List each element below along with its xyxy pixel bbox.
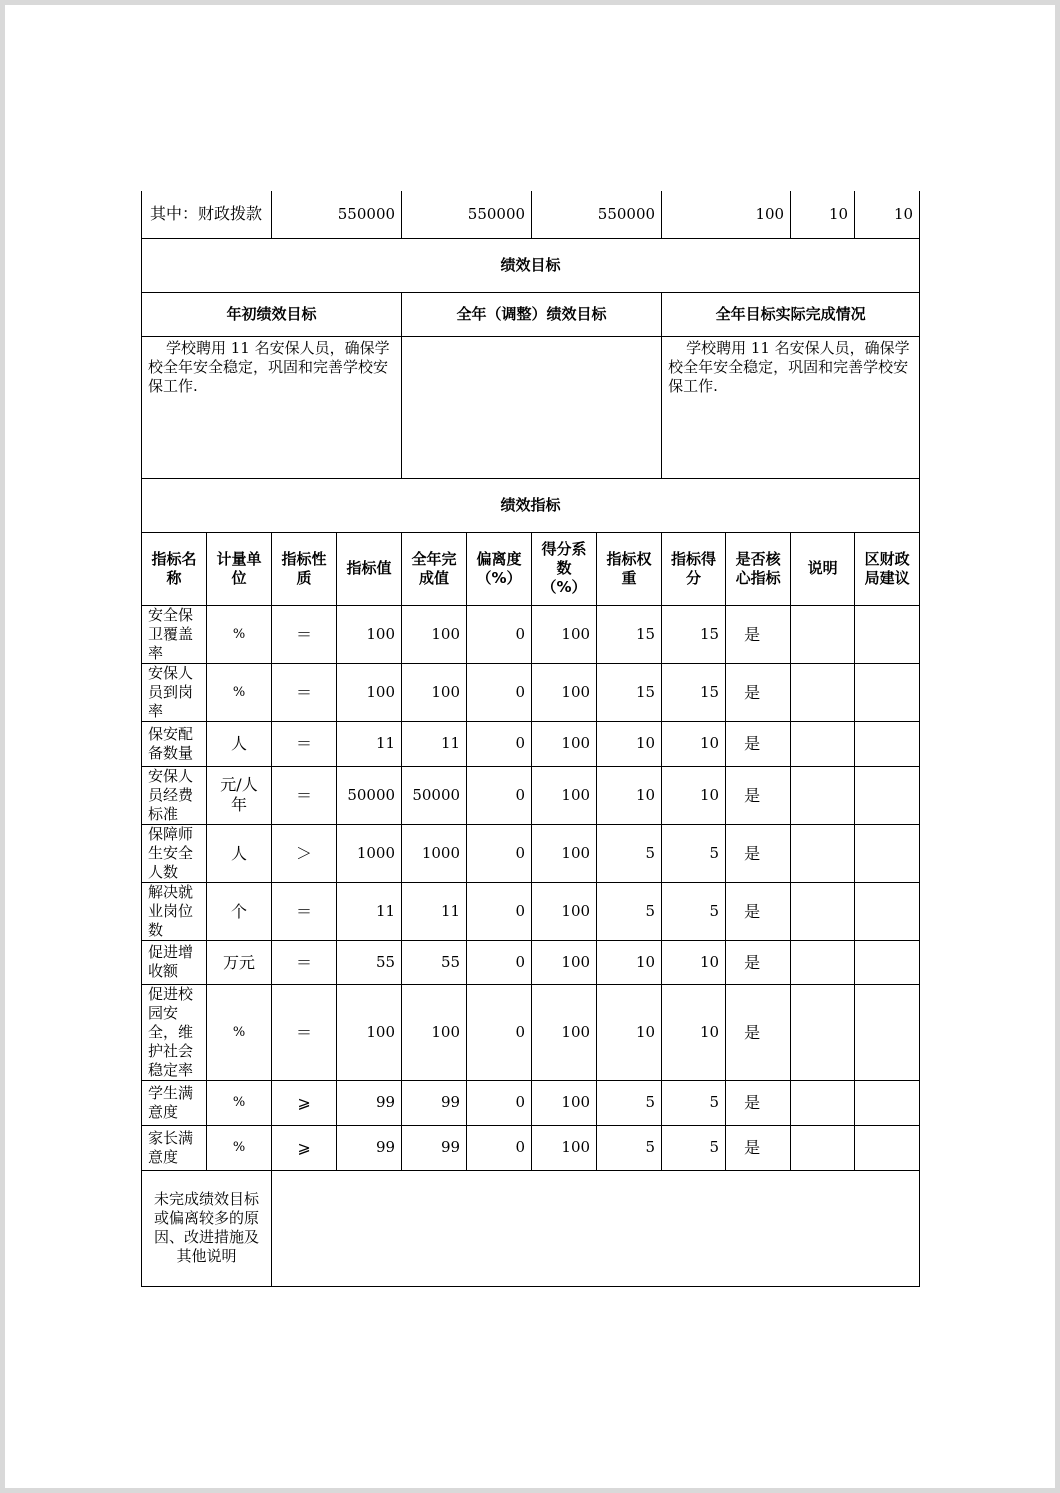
indicator-coef: 100 xyxy=(532,984,597,1080)
initial-goal-text: 学校聘用 11 名安保人员，确保学校全年安全稳定，巩固和完善学校安保工作. xyxy=(142,336,402,478)
indicator-score: 5 xyxy=(662,1080,726,1125)
indicator-unit: % xyxy=(207,1080,272,1125)
indicator-note xyxy=(791,1125,855,1170)
indicator-deviation: 0 xyxy=(467,984,532,1080)
indicator-coef: 100 xyxy=(532,940,597,984)
indicator-weight: 5 xyxy=(597,1080,662,1125)
indicator-coef: 100 xyxy=(532,1080,597,1125)
indicator-target: 100 xyxy=(337,663,402,721)
indicator-coef: 100 xyxy=(532,766,597,824)
actual-completion-header: 全年目标实际完成情况 xyxy=(662,292,920,336)
funding-label: 其中：财政拨款 xyxy=(142,191,272,238)
indicator-advice xyxy=(855,663,920,721)
indicator-score: 5 xyxy=(662,1125,726,1170)
funding-value: 10 xyxy=(791,191,855,238)
indicator-nature: ⩾ xyxy=(272,1125,337,1170)
indicator-note xyxy=(791,663,855,721)
indicator-actual: 11 xyxy=(402,882,467,940)
indicator-row xyxy=(142,824,920,882)
indicator-name: 学生满意度 xyxy=(142,1080,207,1125)
indicator-nature: ＝ xyxy=(272,663,337,721)
indicator-core: 是 xyxy=(726,1125,791,1170)
header-actual: 全年完成值 xyxy=(402,532,467,605)
indicator-score: 10 xyxy=(662,984,726,1080)
indicator-actual: 55 xyxy=(402,940,467,984)
indicator-score: 15 xyxy=(662,663,726,721)
indicator-deviation: 0 xyxy=(467,1080,532,1125)
indicator-actual: 100 xyxy=(402,605,467,663)
indicator-name: 安保人员到岗率 xyxy=(142,663,207,721)
funding-value: 550000 xyxy=(402,191,532,238)
indicator-note xyxy=(791,940,855,984)
indicator-row xyxy=(142,766,920,824)
footer-row xyxy=(142,1170,920,1286)
indicator-note xyxy=(791,605,855,663)
indicator-target: 100 xyxy=(337,605,402,663)
header-indicator-name: 指标名称 xyxy=(142,532,207,605)
indicator-note xyxy=(791,721,855,766)
indicator-core: 是 xyxy=(726,663,791,721)
indicator-core: 是 xyxy=(726,940,791,984)
funding-row xyxy=(142,191,920,238)
indicator-nature: ＞ xyxy=(272,824,337,882)
indicator-coef: 100 xyxy=(532,1125,597,1170)
indicator-advice xyxy=(855,766,920,824)
indicator-actual: 50000 xyxy=(402,766,467,824)
header-core: 是否核心指标 xyxy=(726,532,791,605)
indicator-note xyxy=(791,824,855,882)
indicator-core: 是 xyxy=(726,766,791,824)
indicator-name: 促进增收额 xyxy=(142,940,207,984)
indicator-unit: 个 xyxy=(207,882,272,940)
indicator-weight: 10 xyxy=(597,766,662,824)
indicator-target: 99 xyxy=(337,1125,402,1170)
indicator-target: 55 xyxy=(337,940,402,984)
adjusted-goal-header: 全年（调整）绩效目标 xyxy=(402,292,662,336)
indicators-section-title: 绩效指标 xyxy=(142,478,920,532)
indicator-name: 保安配备数量 xyxy=(142,721,207,766)
indicator-advice xyxy=(855,1125,920,1170)
indicator-deviation: 0 xyxy=(467,721,532,766)
indicator-name: 促进校园安全，维护社会稳定率 xyxy=(142,984,207,1080)
indicator-score: 15 xyxy=(662,605,726,663)
indicator-score: 10 xyxy=(662,766,726,824)
indicator-core: 是 xyxy=(726,824,791,882)
indicator-unit: % xyxy=(207,663,272,721)
indicator-target: 1000 xyxy=(337,824,402,882)
funding-value: 550000 xyxy=(272,191,402,238)
header-deviation: 偏离度（%） xyxy=(467,532,532,605)
footer-label: 未完成绩效目标或偏离较多的原因、改进措施及其他说明 xyxy=(142,1170,272,1286)
indicator-weight: 5 xyxy=(597,824,662,882)
indicator-deviation: 0 xyxy=(467,663,532,721)
header-advice: 区财政局建议 xyxy=(855,532,920,605)
indicator-unit: 元/人年 xyxy=(207,766,272,824)
indicator-actual: 11 xyxy=(402,721,467,766)
indicator-advice xyxy=(855,984,920,1080)
indicator-weight: 15 xyxy=(597,605,662,663)
indicator-name: 安全保卫覆盖率 xyxy=(142,605,207,663)
indicator-row xyxy=(142,882,920,940)
indicator-coef: 100 xyxy=(532,882,597,940)
indicator-weight: 10 xyxy=(597,940,662,984)
indicator-score: 5 xyxy=(662,882,726,940)
indicator-nature: ＝ xyxy=(272,940,337,984)
indicators-header-row xyxy=(142,532,920,605)
indicator-weight: 15 xyxy=(597,663,662,721)
indicator-weight: 10 xyxy=(597,721,662,766)
indicator-coef: 100 xyxy=(532,824,597,882)
goals-section-title: 绩效目标 xyxy=(142,238,920,292)
indicator-name: 保障师生安全人数 xyxy=(142,824,207,882)
indicator-target: 11 xyxy=(337,882,402,940)
indicator-actual: 99 xyxy=(402,1080,467,1125)
indicator-note xyxy=(791,766,855,824)
indicator-row xyxy=(142,984,920,1080)
header-nature: 指标性质 xyxy=(272,532,337,605)
indicator-deviation: 0 xyxy=(467,605,532,663)
indicator-score: 5 xyxy=(662,824,726,882)
indicator-row xyxy=(142,663,920,721)
indicator-advice xyxy=(855,824,920,882)
indicator-core: 是 xyxy=(726,984,791,1080)
indicator-nature: ＝ xyxy=(272,605,337,663)
indicator-row xyxy=(142,1080,920,1125)
indicator-note xyxy=(791,1080,855,1125)
indicator-row xyxy=(142,721,920,766)
indicator-unit: % xyxy=(207,1125,272,1170)
indicator-actual: 100 xyxy=(402,663,467,721)
actual-completion-text: 学校聘用 11 名安保人员，确保学校全年安全稳定，巩固和完善学校安保工作. xyxy=(662,336,920,478)
indicator-core: 是 xyxy=(726,605,791,663)
indicator-core: 是 xyxy=(726,1080,791,1125)
header-weight: 指标权重 xyxy=(597,532,662,605)
indicator-nature: ＝ xyxy=(272,766,337,824)
indicator-deviation: 0 xyxy=(467,940,532,984)
indicator-target: 11 xyxy=(337,721,402,766)
footer-content xyxy=(272,1170,920,1286)
indicator-deviation: 0 xyxy=(467,824,532,882)
indicator-unit: % xyxy=(207,605,272,663)
goals-header-row xyxy=(142,292,920,336)
indicator-target: 100 xyxy=(337,984,402,1080)
indicator-unit: 人 xyxy=(207,721,272,766)
adjusted-goal-text xyxy=(402,336,662,478)
indicator-deviation: 0 xyxy=(467,766,532,824)
indicator-weight: 10 xyxy=(597,984,662,1080)
indicator-nature: ＝ xyxy=(272,984,337,1080)
indicator-advice xyxy=(855,940,920,984)
indicator-score: 10 xyxy=(662,940,726,984)
indicator-deviation: 0 xyxy=(467,882,532,940)
indicator-advice xyxy=(855,605,920,663)
indicator-unit: 人 xyxy=(207,824,272,882)
indicator-score: 10 xyxy=(662,721,726,766)
indicator-target: 99 xyxy=(337,1080,402,1125)
performance-table xyxy=(141,191,920,1287)
indicator-name: 解决就业岗位数 xyxy=(142,882,207,940)
indicator-weight: 5 xyxy=(597,1125,662,1170)
indicator-row xyxy=(142,940,920,984)
document-page xyxy=(5,5,1055,1488)
indicator-name: 家长满意度 xyxy=(142,1125,207,1170)
header-note: 说明 xyxy=(791,532,855,605)
goals-title-row xyxy=(142,238,920,292)
indicator-note xyxy=(791,984,855,1080)
funding-value: 550000 xyxy=(532,191,662,238)
indicator-actual: 100 xyxy=(402,984,467,1080)
indicator-core: 是 xyxy=(726,882,791,940)
indicator-core: 是 xyxy=(726,721,791,766)
indicator-actual: 1000 xyxy=(402,824,467,882)
header-target: 指标值 xyxy=(337,532,402,605)
indicator-advice xyxy=(855,1080,920,1125)
indicator-coef: 100 xyxy=(532,663,597,721)
indicator-deviation: 0 xyxy=(467,1125,532,1170)
indicator-unit: 万元 xyxy=(207,940,272,984)
indicators-title-row xyxy=(142,478,920,532)
goals-content-row xyxy=(142,336,920,478)
indicator-nature: ⩾ xyxy=(272,1080,337,1125)
header-unit: 计量单位 xyxy=(207,532,272,605)
indicator-coef: 100 xyxy=(532,605,597,663)
indicator-row xyxy=(142,605,920,663)
initial-goal-header: 年初绩效目标 xyxy=(142,292,402,336)
indicator-row xyxy=(142,1125,920,1170)
header-score: 指标得分 xyxy=(662,532,726,605)
indicator-unit: % xyxy=(207,984,272,1080)
indicator-weight: 5 xyxy=(597,882,662,940)
indicator-coef: 100 xyxy=(532,721,597,766)
indicator-advice xyxy=(855,882,920,940)
indicator-target: 50000 xyxy=(337,766,402,824)
indicator-note xyxy=(791,882,855,940)
indicator-actual: 99 xyxy=(402,1125,467,1170)
indicator-nature: ＝ xyxy=(272,882,337,940)
indicator-nature: ＝ xyxy=(272,721,337,766)
header-coef: 得分系数（%） xyxy=(532,532,597,605)
funding-value: 10 xyxy=(855,191,920,238)
funding-value: 100 xyxy=(662,191,791,238)
indicator-name: 安保人员经费标准 xyxy=(142,766,207,824)
indicator-advice xyxy=(855,721,920,766)
